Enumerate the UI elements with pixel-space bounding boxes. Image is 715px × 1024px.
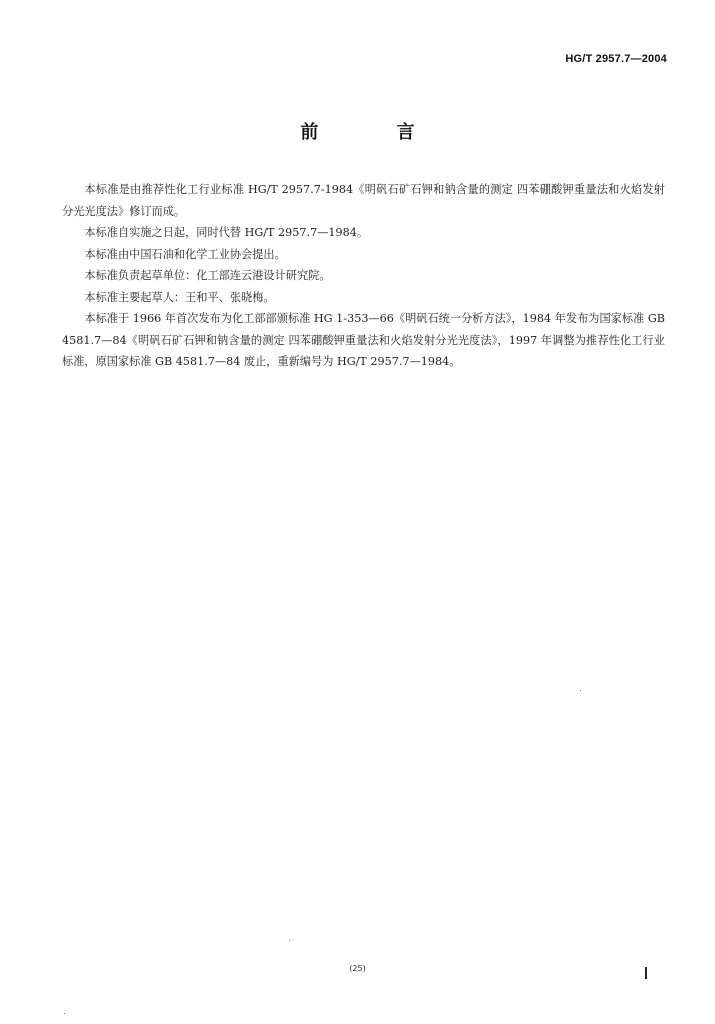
paragraph-replacement: 本标准自实施之日起，同时代替 HG/T 2957.7—1984。 <box>84 226 369 239</box>
scan-edge-mark <box>645 967 647 979</box>
scan-speck <box>580 690 581 691</box>
scan-speck <box>64 1013 65 1014</box>
page-number: (25) <box>349 964 366 973</box>
paragraph-drafters: 本标准主要起草人：王和平、张晓梅。 <box>84 290 275 304</box>
scan-speck <box>289 940 290 941</box>
paragraph-proposer: 本标准由中国石油和化学工业协会提出。 <box>84 247 286 261</box>
page-title: 前 言 <box>300 122 451 143</box>
paragraph-history: 本标准于 1966 年首次发布为化工部部颁标准 HG 1-353—66《明矾石统一分析方法》，1984 年发布为国家标准 GB 4581.7—84《明矾石矿石钾和钠含量的测定 四苯硼酸钾重量法和火焰发射分光光度法》，1997 年调整为推荐性化工行业标准，原国家标准 GB 4581.7—84 废止，重新编号为 HG/T 2957.7—1984。 <box>62 312 665 368</box>
foreword-body <box>62 179 665 373</box>
paragraph-drafting-unit: 本标准负责起草单位：化工部连云港设计研究院。 <box>84 269 331 282</box>
standard-code: HG/T 2957.7—2004 <box>565 53 667 65</box>
paragraph-revision-origin: 本标准是由推荐性化工行业标准 HG/T 2957.7-1984《明矾石矿石钾和钠含量的测定 四苯硼酸钾重量法和火焰发射分光光度法》修订而成。 <box>62 183 665 218</box>
